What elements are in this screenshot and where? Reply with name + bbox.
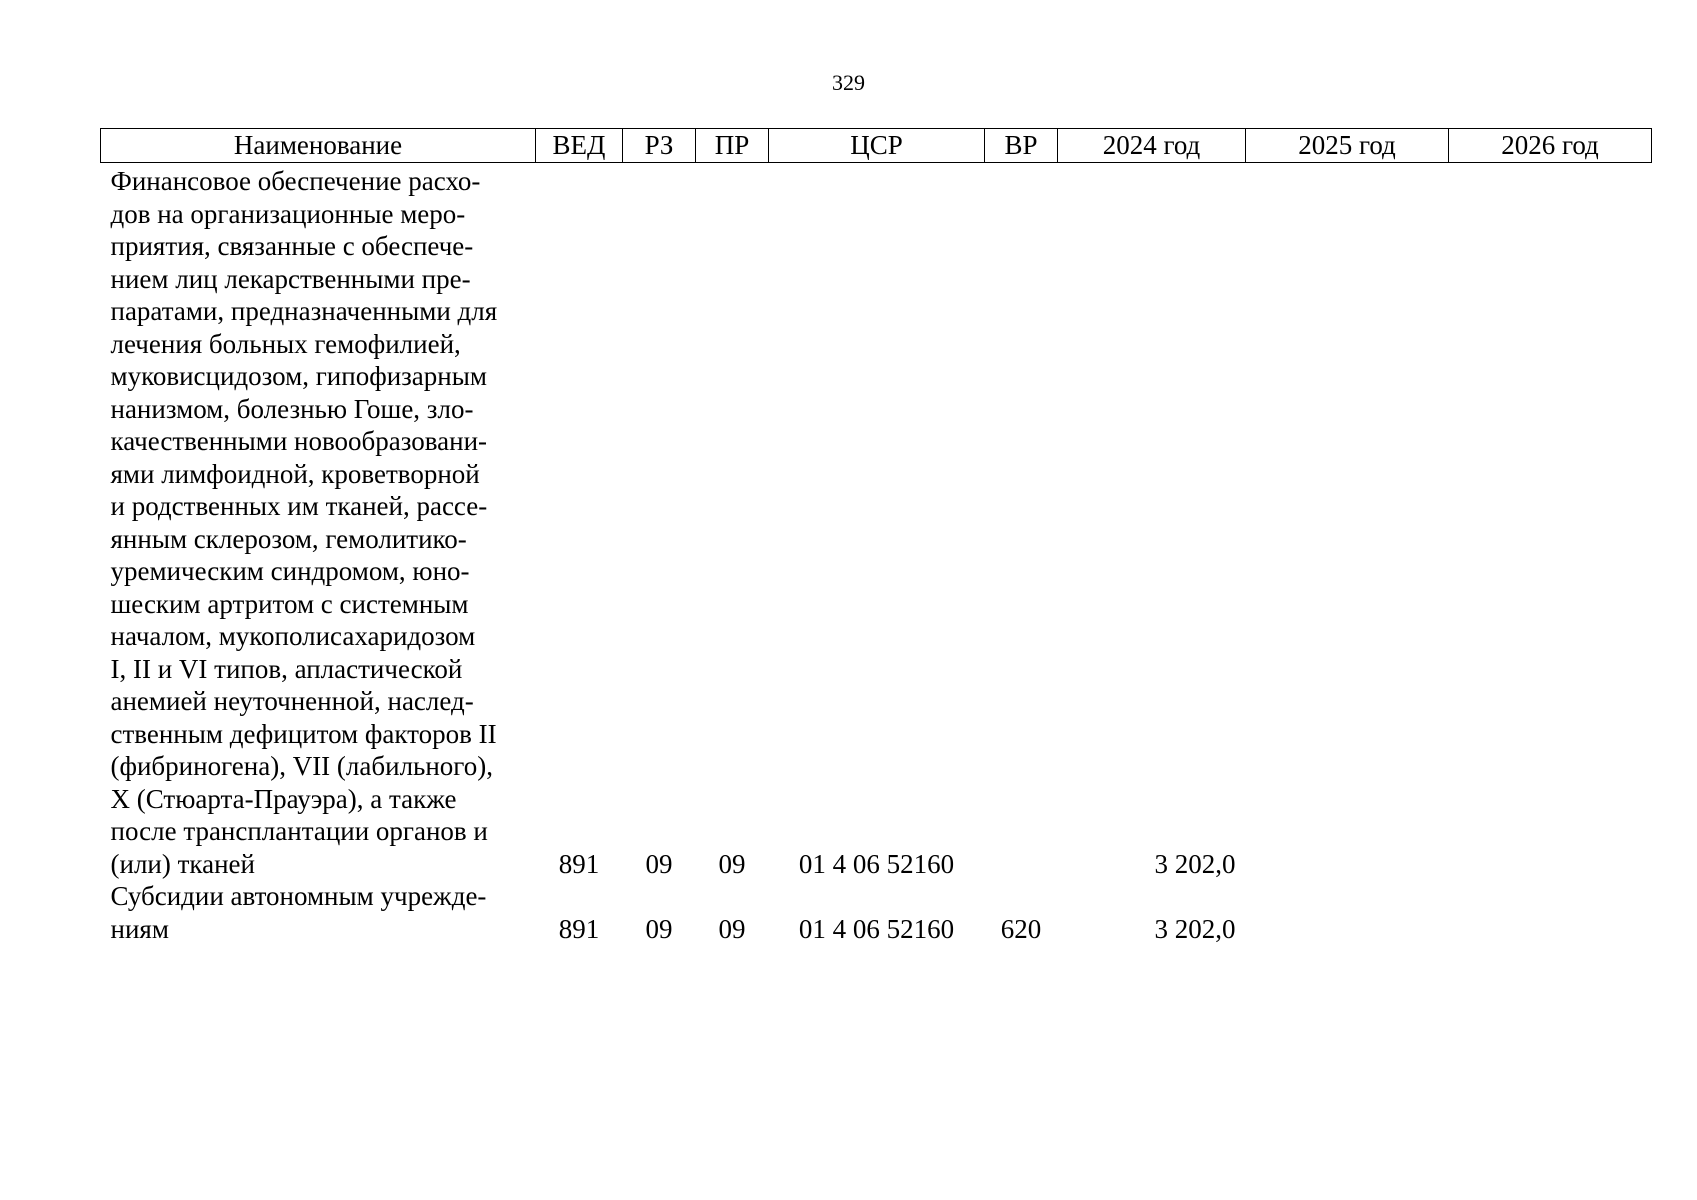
cell-2025 xyxy=(1246,165,1449,880)
cell-pr: 09 xyxy=(718,848,746,879)
cell-ved: 891 xyxy=(558,848,600,879)
cell-2025 xyxy=(1246,880,1449,945)
budget-table xyxy=(100,128,1652,945)
cell-2026 xyxy=(1449,165,1652,880)
cell-2024: 3 202,0 xyxy=(1154,913,1236,944)
header-csr: ЦСР xyxy=(769,129,985,163)
cell-csr: 01 4 06 52160 xyxy=(798,848,955,879)
header-2026: 2026 год xyxy=(1449,129,1652,163)
header-rz: РЗ xyxy=(623,129,696,163)
cell-vr: 620 xyxy=(1000,913,1042,944)
table-header-row xyxy=(101,129,1652,163)
header-vr: ВР xyxy=(985,129,1058,163)
cell-rz: 09 xyxy=(645,913,673,944)
cell-2024: 3 202,0 xyxy=(1154,848,1236,879)
cell-2026 xyxy=(1449,880,1652,945)
page-number: 329 xyxy=(832,70,865,95)
row-name: Субсидии автономным учрежде- ниям xyxy=(110,881,487,944)
header-2024: 2024 год xyxy=(1058,129,1246,163)
cell-ved: 891 xyxy=(558,913,600,944)
header-name: Наименование xyxy=(101,129,536,163)
table-row xyxy=(101,165,1652,880)
header-pr: ПР xyxy=(696,129,769,163)
cell-pr: 09 xyxy=(718,913,746,944)
header-ved: ВЕД xyxy=(536,129,623,163)
table-row xyxy=(101,880,1652,945)
header-2025: 2025 год xyxy=(1246,129,1449,163)
cell-csr: 01 4 06 52160 xyxy=(798,913,955,944)
cell-vr xyxy=(985,165,1058,880)
cell-rz: 09 xyxy=(645,848,673,879)
row-name: Финансовое обеспечение расхо- дов на организационные меро- приятия, связанные с обеспече- нием лиц лекарственными пре- паратами, предназначенными для лечения больных гемофилией, муковисцидозом, гипофизарным нанизмом, болезнью Гоше, зло- качественными новообразовани- ями лимфоидной, кроветворной и родственных им тканей, рассе- янным склерозом, гемолитико- уремическим синдромом, юно- шеским артритом с системным началом, мукополисахаридозом I, II и VI типов, апластической анемией неуточненной, наслед- ственным дефицитом факторов II (фибриногена), VII (лабильного), X (Стюарта-Прауэра), а также после трансплантации органов и (или) тканей xyxy=(110,166,498,879)
